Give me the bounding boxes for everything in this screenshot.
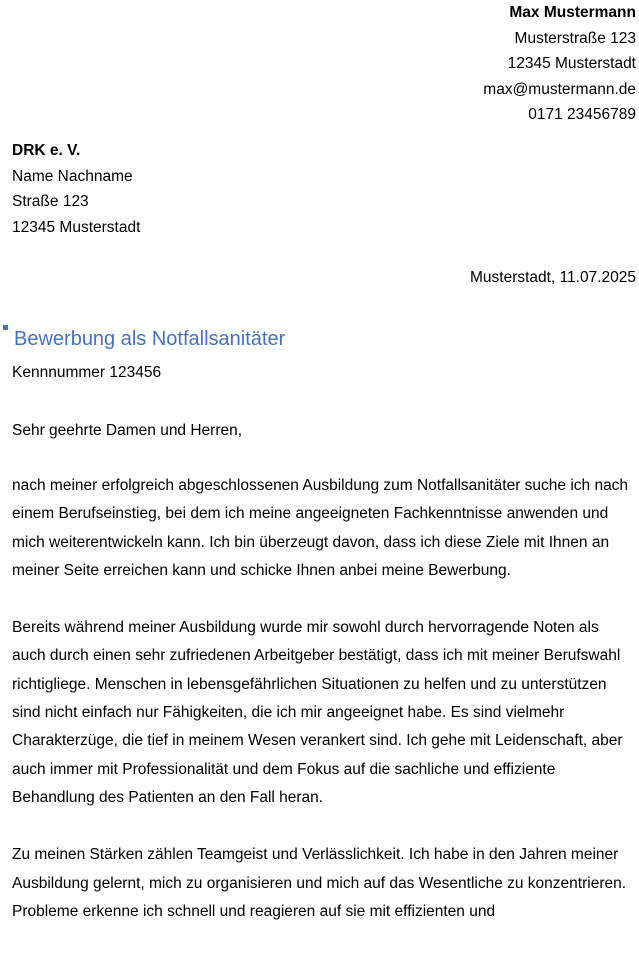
body-paragraph: Zu meinen Stärken zählen Teamgeist und Verlässlichkeit. Ich habe in den Jahren meiner Ausbildung gelernt, mich zu organisieren und mich auf das Wesentliche zu konzentrieren. Probleme erkenne ich schnell und reagieren auf sie mit effizienten und [12,846,627,920]
recipient-organization: DRK e. V. [12,142,81,159]
recipient-street: Straße 123 [12,193,89,211]
body-paragraph: Bereits während meiner Ausbildung wurde mir sowohl durch hervorragende Noten als auch durch einen sehr zufriedenen Arbeitgeber bestätigt, dass ich mit meiner Berufswahl richtigliege. Menschen in lebensgefährlichen Situationen zu helfen und zu unterstützen sind nicht einfach nur Fähigkeiten, die ich mir angeeignet habe. Es sind vielmehr Charakterzüge, die tief in meinem Wesen verankert sind. Ich gehe mit Leidenschaft, aber auch immer mit Professionalität und dem Fokus auf die sachliche und effiziente Behandlung des Patienten an den Fall heran. [12,619,623,806]
letter-body [12,472,634,955]
sender-street: Musterstraße 123 [514,29,636,47]
recipient-city: 12345 Musterstadt [12,218,141,236]
sender-city: 12345 Musterstadt [507,55,636,73]
sender-name: Max Mustermann [509,4,636,21]
subject-heading: Bewerbung als Notfallsanitäter [14,328,286,350]
sender-phone: 0171 23456789 [528,106,636,124]
date-line: Musterstadt, 11.07.2025 [469,269,636,286]
sender-block [483,0,636,128]
body-paragraph: nach meiner erfolgreich abgeschlossenen Ausbildung zum Notfallsanitäter suche ich nach einem Berufseinstieg, bei dem ich meine angeeigneten Fachkenntnisse anwenden und mich weiterentwickeln kann. Ich bin überzeugt davon, dass ich diese Ziele mit Ihnen an meiner Seite erreichen kann und schicke Ihnen anbei meine Bewerbung. [12,477,629,579]
recipient-block [12,138,140,240]
sender-email: max@mustermann.de [483,80,636,98]
salutation: Sehr geehrte Damen und Herren, [12,422,243,439]
paragraph-marker [3,325,8,330]
reference-number: Kennnummer 123456 [12,364,162,381]
recipient-contact: Name Nachname [12,167,133,185]
